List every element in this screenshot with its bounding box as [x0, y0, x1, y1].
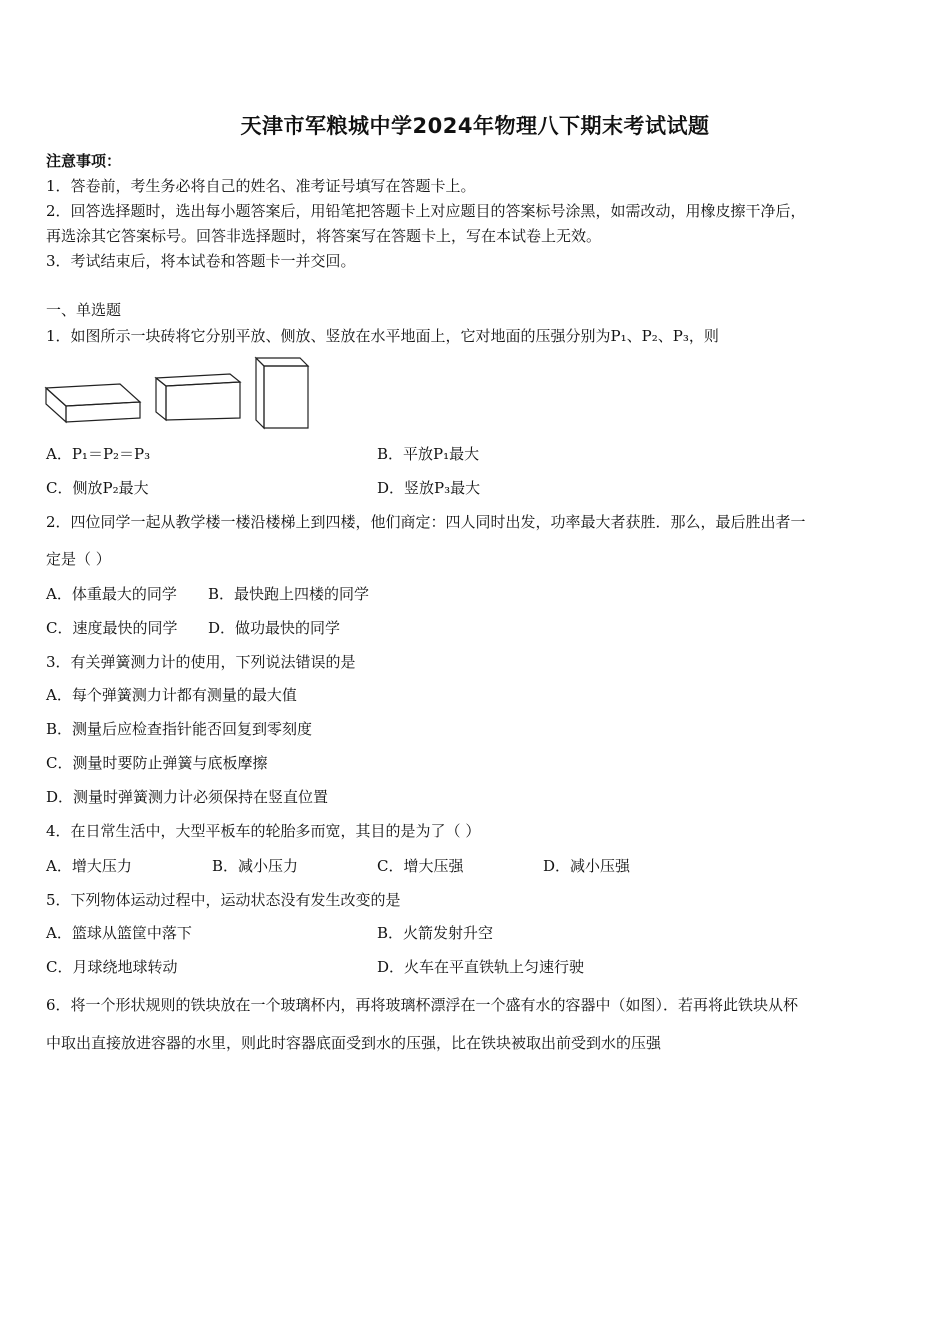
q5-option-c: C．月球绕地球转动 [46, 958, 178, 976]
question-4-stem: 4．在日常生活中，大型平板车的轮胎多而宽，其目的是为了（ ） [46, 822, 481, 840]
q3-option-b: B．测量后应检查指针能否回复到零刻度 [46, 720, 313, 738]
q2-option-d: D．做功最快的同学 [208, 619, 341, 637]
brick-flat-shape [46, 384, 140, 422]
q5-option-a: A．篮球从篮筐中落下 [46, 924, 192, 942]
q4-option-b: B．减小压力 [212, 857, 299, 875]
notice-item: 1．答卷前，考生务必将自己的姓名、准考证号填写在答题卡上。 [46, 177, 476, 195]
q5-option-d: D．火车在平直铁轨上匀速行驶 [377, 958, 585, 976]
q3-option-d: D．测量时弹簧测力计必须保持在竖直位置 [46, 788, 329, 806]
q3-option-a: A．每个弹簧测力计都有测量的最大值 [46, 686, 297, 704]
page-title: 天津市军粮城中学2024年物理八下期末考试试题 [240, 114, 710, 138]
q2-option-b: B．最快跑上四楼的同学 [208, 585, 370, 603]
notice-item: 3．考试结束后，将本试卷和答题卡一并交回。 [46, 252, 356, 270]
notice-heading: 注意事项： [46, 152, 122, 170]
q1-option-c: C．侧放P₂最大 [46, 479, 149, 497]
q1-option-b: B．平放P₁最大 [377, 445, 480, 463]
q4-option-d: D．减小压强 [543, 857, 631, 875]
question-2-stem: 2．四位同学一起从教学楼一楼沿楼梯上到四楼，他们商定：四人同时出发，功率最大者获胜．那么，最后胜出者一 [46, 513, 806, 531]
notice-item: 再选涂其它答案标号。回答非选择题时，将答案写在答题卡上，写在本试卷上无效。 [46, 227, 602, 245]
question-6-stem-cont: 中取出直接放进容器的水里，则此时容器底面受到水的压强，比在铁块被取出前受到水的压强 [46, 1034, 662, 1052]
q1-option-a: A．P₁＝P₂＝P₃ [46, 445, 151, 463]
section-heading: 一、单选题 [46, 301, 122, 319]
q2-option-c: C．速度最快的同学 [46, 619, 178, 637]
brick-figure [44, 356, 314, 432]
question-1-stem: 1．如图所示一块砖将它分别平放、侧放、竖放在水平地面上，它对地面的压强分别为P₁、P₂、P₃，则 [46, 327, 719, 345]
question-6-stem: 6．将一个形状规则的铁块放在一个玻璃杯内，再将玻璃杯漂浮在一个盛有水的容器中（如图）．若再将此铁块从杯 [46, 996, 799, 1014]
brick-side-shape [156, 374, 240, 420]
q1-option-d: D．竖放P₃最大 [377, 479, 481, 497]
brick-vertical-shape [256, 358, 308, 428]
question-3-stem: 3．有关弹簧测力计的使用，下列说法错误的是 [46, 653, 356, 671]
q2-option-a: A．体重最大的同学 [46, 585, 177, 603]
question-2-stem-cont: 定是（ ） [46, 550, 111, 568]
q3-option-c: C．测量时要防止弹簧与底板摩擦 [46, 754, 268, 772]
question-5-stem: 5．下列物体运动过程中，运动状态没有发生改变的是 [46, 891, 401, 909]
notice-item: 2．回答选择题时，选出每小题答案后，用铅笔把答题卡上对应题目的答案标号涂黑，如需改动，用橡皮擦干净后， [46, 202, 806, 220]
q4-option-a: A．增大压力 [46, 857, 132, 875]
q4-option-c: C．增大压强 [377, 857, 464, 875]
q5-option-b: B．火箭发射升空 [377, 924, 494, 942]
